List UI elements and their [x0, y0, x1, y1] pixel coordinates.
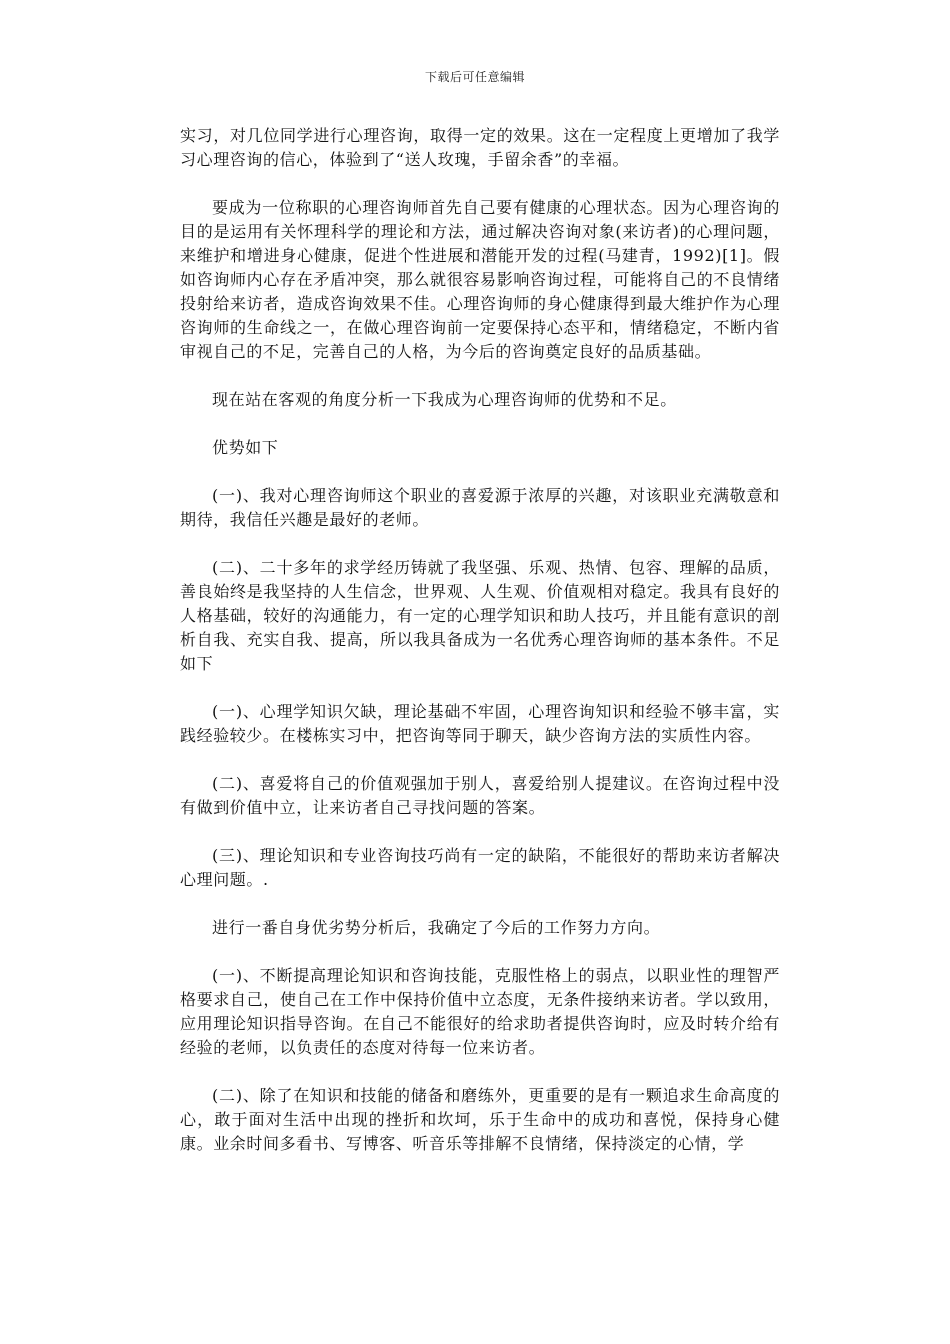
paragraph-2: 要成为一位称职的心理咨询师首先自己要有健康的心理状态。因为心理咨询的目的是运用有关怀理科学的理论和方法，通过解决咨询对象(来访者)的心理问题，来维护和增进身心健康，促进个性进展和潜能开发的过程(马建青，1992)[1]。假如咨询师内心存在矛盾冲突，那么就很容易影响咨询过程，可能将自己的不良情绪投射给来访者，造成咨询效果不佳。心理咨询师的身心健康得到最大维护作为心理咨询师的生命线之一，在做心理咨询前一定要保持心态平和，情绪稳定，不断内省审视自己的不足，完善自己的人格，为今后的咨询奠定良好的品质基础。 [180, 198, 780, 361]
paragraph-11: (一)、不断提高理论知识和咨询技能，克服性格上的弱点，以职业性的理智严格要求自己，使自己在工作中保持价值中立态度，无条件接纳来访者。学以致用，应用理论知识指导咨询。在自己不能很好的给求助者提供咨询时，应及时转介给有经验的老师，以负责任的态度对待每一位来访者。 [180, 966, 780, 1057]
paragraph-12: (二)、除了在知识和技能的储备和磨练外，更重要的是有一颗追求生命高度的心，敢于面对生活中出现的挫折和坎坷，乐于生命中的成功和喜悦，保持身心健康。业余时间多看书、写博客、听音乐等排解不良情绪，保持淡定的心情，学 [180, 1086, 780, 1153]
editable-download-note: 下载后可任意编辑 [424, 70, 525, 84]
paragraph-8: (二)、喜爱将自己的价值观强加于别人，喜爱给别人提建议。在咨询过程中没有做到价值中立，让来访者自己寻找问题的答案。 [180, 774, 780, 817]
paragraph-1: 实习，对几位同学进行心理咨询，取得一定的效果。这在一定程度上更增加了我学习心理咨询的信心，体验到了“送人玫瑰，手留余香”的幸福。 [180, 126, 780, 169]
paragraph-10: 进行一番自身优劣势分析后，我确定了今后的工作努力方向。 [212, 918, 661, 937]
paragraph-6: (二)、二十多年的求学经历铸就了我坚强、乐观、热情、包容、理解的品质，善良始终是我坚持的人生信念，世界观、人生观、价值观相对稳定。我具有良好的人格基础，较好的沟通能力，有一定的心理学知识和助人技巧，并且能有意识的剖析自我、充实自我、提高，所以我具备成为一名优秀心理咨询师的基本条件。不足如下 [180, 558, 780, 673]
document-body [180, 124, 780, 1180]
paragraph-9: (三)、理论知识和专业咨询技巧尚有一定的缺陷，不能很好的帮助来访者解决心理问题。. [180, 846, 780, 889]
paragraph-3: 现在站在客观的角度分析一下我成为心理咨询师的优势和不足。 [212, 390, 677, 409]
paragraph-5: (一)、我对心理咨询师这个职业的喜爱源于浓厚的兴趣，对该职业充满敬意和期待，我信任兴趣是最好的老师。 [180, 486, 780, 529]
paragraph-4: 优势如下 [212, 438, 279, 457]
paragraph-7: (一)、心理学知识欠缺，理论基础不牢固，心理咨询知识和经验不够丰富，实践经验较少。在楼栋实习中，把咨询等同于聊天，缺少咨询方法的实质性内容。 [180, 702, 780, 745]
